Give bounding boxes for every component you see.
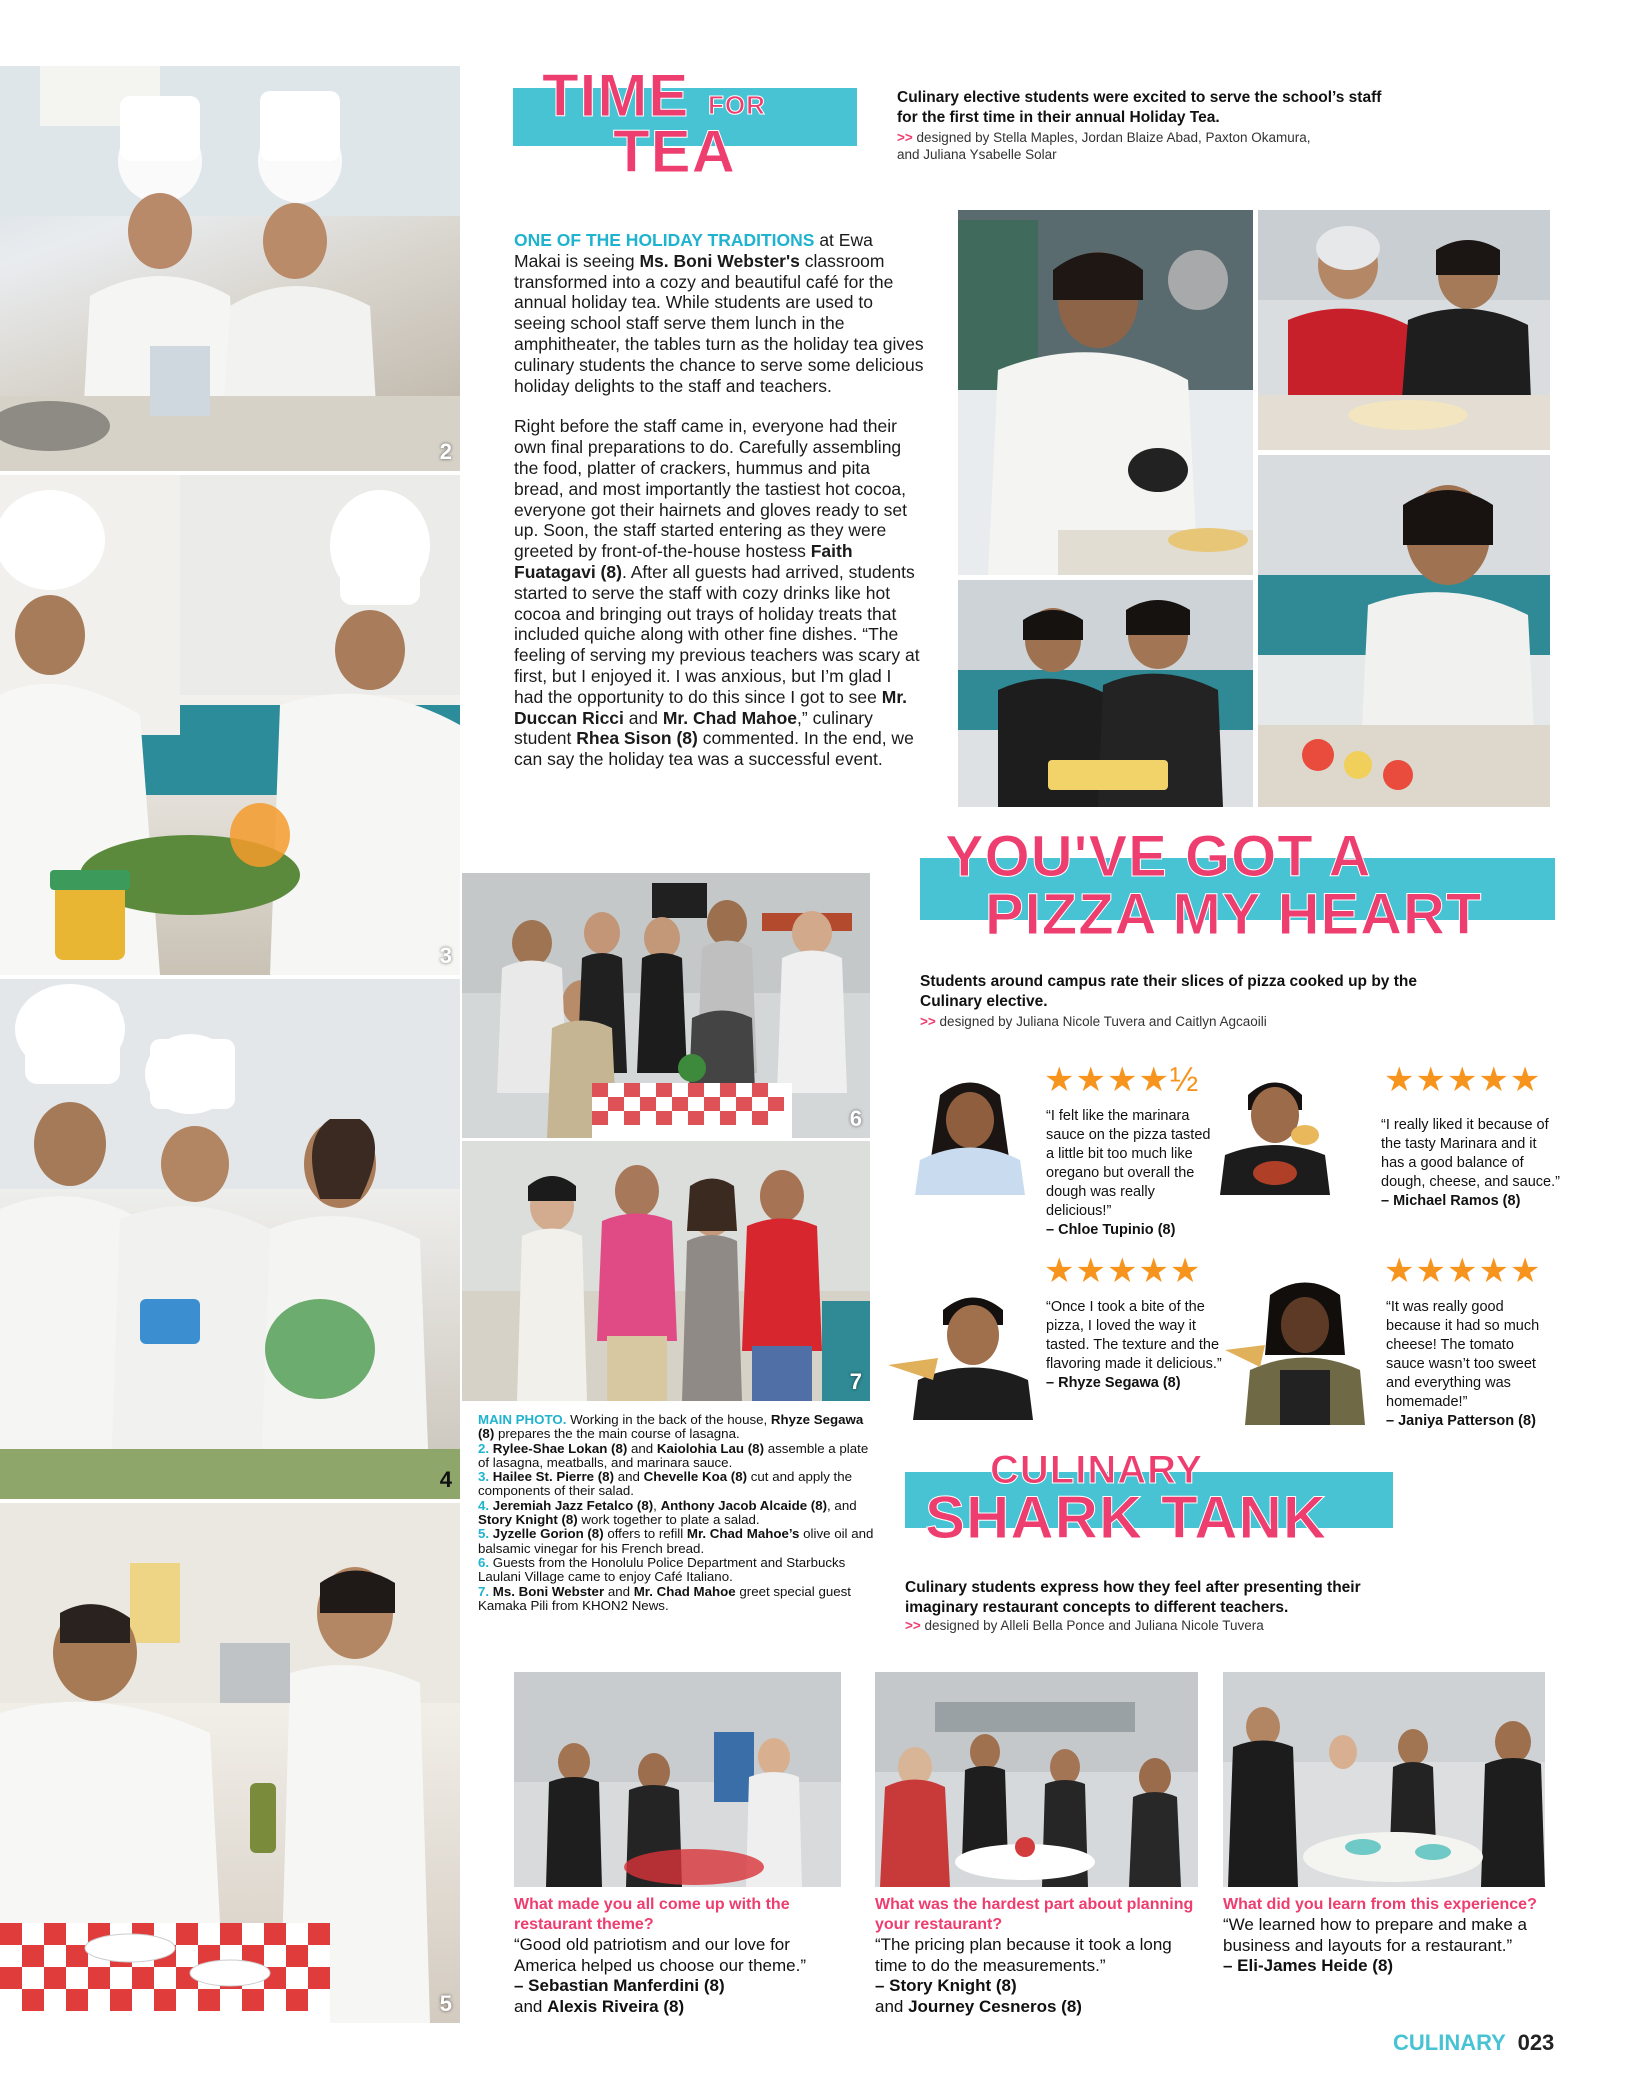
reviewer-art <box>888 1280 1038 1420</box>
qa-names <box>514 1976 844 2017</box>
text-run: and <box>623 707 663 728</box>
text-run: ,” culinary student <box>514 707 873 749</box>
photo-tea-hairnet-pair <box>1258 210 1550 450</box>
name-run: Story Knight (8) <box>478 1512 578 1528</box>
photo-art <box>958 580 1253 807</box>
photo-art <box>1258 455 1550 807</box>
shark-title-line1: CULINARY <box>990 1448 1204 1492</box>
text-run: greet special guest Kamaka Pili from KHON2 News. <box>478 1583 851 1613</box>
rating-stars: ★★★★½ <box>1044 1061 1200 1099</box>
caption-number: 3. <box>478 1469 490 1485</box>
credit-arrow: >> <box>905 1618 921 1633</box>
qa-question: What did you learn from this experience? <box>1223 1896 1537 1913</box>
page-number: 023 <box>1517 2030 1555 2055</box>
text-run: Right before the staff came in, everyone had their own final preparations to do. Carefully assembling the food, platter of crackers, hummus and pita bread, and most importantly the tastiest hot cocoa, everyone got their hairnets and gloves ready to set up. Soon, the staff started entering as they were greeted by front-of-the-house hostess <box>514 416 908 562</box>
reviewer-photo-michael <box>1210 1065 1340 1195</box>
quote-text: “I felt like the marinara sauce on the pizza tasted a little bit too much like oregano but overall the dough was really delicious!” <box>1046 1108 1211 1219</box>
name-run: Mr. Chad Mahoe’s <box>686 1526 800 1542</box>
name-run: Ms. Boni Webster <box>492 1583 605 1599</box>
text-run: olive oil and balsamic vinegar for his French bread. <box>478 1526 874 1556</box>
qa-names <box>1223 1956 1563 1977</box>
photo-art <box>1258 210 1550 450</box>
caption-number: 2. <box>478 1440 490 1456</box>
tea-title-tea: TEA <box>613 118 736 185</box>
rating-stars: ★★★★★ <box>1384 1061 1542 1099</box>
shark-qa-3 <box>1223 1895 1563 1977</box>
tea-credit-text: designed by Stella Maples, Jordan Blaize Abad, Paxton Okamura, and Juliana Ysabelle Solar <box>897 130 1311 162</box>
photo-shark-tank-2 <box>875 1672 1198 1887</box>
qa-name: – Story Knight (8) <box>875 1976 1017 1995</box>
qa-name: – Sebastian Manferdini (8) <box>514 1976 725 1995</box>
quote-text: “I really liked it because of the tasty Marinara and it has a good balance of dough, cheese, and sauce.” <box>1381 1117 1560 1190</box>
credit-arrow: >> <box>897 130 913 145</box>
text-run: Working in the back of the house, <box>566 1412 771 1427</box>
qa-question: What was the hardest part about planning your restaurant? <box>875 1896 1194 1933</box>
text-run: prepares the the main course of lasagna. <box>494 1426 740 1442</box>
text-run: and <box>627 1440 657 1456</box>
shark-lead: Culinary students express how they feel after presenting their imaginary restaurant concepts to different teachers. <box>905 1579 1361 1616</box>
pizza-title-line2: PIZZA MY HEART <box>985 882 1483 947</box>
reviewer-photo-rhyze <box>888 1280 1038 1420</box>
photo-tea-girl-gloves <box>958 210 1253 575</box>
tea-article <box>514 230 924 770</box>
caption-3 <box>478 1470 878 1499</box>
reviewer-name: – Rhyze Segawa (8) <box>1046 1375 1181 1391</box>
review-quote <box>1386 1298 1556 1431</box>
text-run: , and <box>827 1497 857 1513</box>
reviewer-photo-janiya <box>1225 1275 1375 1425</box>
reviewer-name: – Michael Ramos (8) <box>1381 1193 1521 1209</box>
name-run: Chevelle Koa (8) <box>643 1469 748 1485</box>
photo-6-art <box>462 873 870 1138</box>
photo-4-art <box>0 979 460 1499</box>
photo-captions <box>478 1413 878 1613</box>
name-run: Hailee St. Pierre (8) <box>492 1469 615 1485</box>
name-run: Mr. Chad Mahoe <box>633 1583 736 1599</box>
reviewer-art <box>1210 1065 1340 1195</box>
tea-lead-in: ONE OF THE HOLIDAY TRADITIONS <box>514 230 815 250</box>
text-run: assemble a plate of lasagna, meatballs, and marinara sauce. <box>478 1440 869 1470</box>
name-run: Rhea Sison (8) <box>576 728 698 749</box>
text-run: , <box>653 1497 661 1513</box>
shark-credit-text: designed by Alleli Bella Ponce and Juliana Nicole Tuvera <box>924 1618 1264 1633</box>
photo-tea-boys-plating <box>958 580 1253 807</box>
photo-2-students-cooking <box>0 66 460 471</box>
photo-tea-girl-plating <box>1258 455 1550 807</box>
photo-art <box>875 1672 1198 1887</box>
photo-6-guests <box>462 873 870 1138</box>
photo-5-refill-olive-oil <box>0 1503 460 2023</box>
shark-qa-1 <box>514 1895 844 2017</box>
shark-qa-2 <box>875 1895 1200 2017</box>
text-run: offers to refill <box>603 1526 687 1542</box>
photo-art <box>514 1672 841 1887</box>
text-run: work together to plate a salad. <box>577 1512 760 1528</box>
tea-title-time: TIME <box>542 62 690 129</box>
name-run: Faith Fuatagavi (8) <box>514 541 853 582</box>
photo-3-art <box>0 475 460 975</box>
caption-number: 4. <box>478 1497 490 1513</box>
pizza-title-line1: YOU'VE GOT A <box>945 824 1372 889</box>
qa-answer: “We learned how to prepare and make a business and layouts for a restaurant.” <box>1223 1915 1527 1955</box>
caption-label: MAIN PHOTO. <box>478 1412 567 1427</box>
name-run: Jyzelle Gorion (8) <box>492 1526 604 1542</box>
name-run: Rylee-Shae Lokan (8) <box>492 1440 628 1456</box>
qa-question: What made you all come up with the restaurant theme? <box>514 1896 790 1933</box>
qa-names <box>875 1976 1200 2017</box>
text-run: and <box>614 1469 644 1485</box>
text-run: . After all guests had arrived, students started to serve the staff with cozy drinks like hot cocoa and bringing out trays of holiday treats that included quiche along with other fine dishes. “The feeling of serving my previous teachers was scary at first, but I enjoyed it. I was anxious, but I’m glad I had the opportunity to do this since I got to see <box>514 561 920 707</box>
text-run: and <box>514 1996 548 2016</box>
caption-number: 5. <box>478 1526 490 1542</box>
photo-number: 7 <box>849 1369 862 1394</box>
review-quote <box>1381 1116 1561 1211</box>
text-run: classroom transformed into a cozy and beautiful café for the annual holiday tea. While students are used to seeing school staff serve them lunch in the amphitheater, the tables turn as the holiday tea gives culinary students the chance to serve some delicious holiday delights to the staff and teachers. <box>514 250 924 396</box>
tea-title-for: FOR <box>708 90 766 120</box>
photo-art <box>958 210 1253 575</box>
pizza-credit-text: designed by Juliana Nicole Tuvera and Caitlyn Agcaoili <box>939 1014 1267 1029</box>
name-run: Mr. Chad Mahoe <box>662 707 798 728</box>
qa-name: Alexis Riveira (8) <box>547 1996 685 2016</box>
name-run: Rhyze Segawa (8) <box>478 1412 864 1442</box>
photo-number: 4 <box>439 1467 452 1492</box>
reviewer-art <box>1225 1275 1375 1425</box>
photo-7-art <box>462 1141 870 1401</box>
photo-4-plating <box>0 979 460 1499</box>
qa-name: – Eli-James Heide (8) <box>1223 1956 1394 1975</box>
photo-number: 6 <box>849 1106 862 1131</box>
quote-text: “Once I took a bite of the pizza, I loved the way it tasted. The texture and the flavoring made it delicious.” <box>1046 1299 1222 1372</box>
pizza-credit <box>920 1013 1420 1030</box>
qa-answer: “Good old patriotism and our love for America helped us choose our theme.” <box>514 1935 806 1975</box>
photo-7-special-guest <box>462 1141 870 1401</box>
caption-5 <box>478 1527 878 1556</box>
text-run: and <box>604 1583 634 1599</box>
review-quote <box>1046 1298 1224 1393</box>
name-run: Anthony Jacob Alcaide (8) <box>660 1497 828 1513</box>
name-run: Mr. Duccan Ricci <box>514 686 908 728</box>
footer-section: CULINARY <box>1393 2030 1506 2055</box>
rating-stars: ★★★★★ <box>1384 1252 1542 1290</box>
page-footer <box>1393 2030 1554 2056</box>
reviewer-name: – Janiya Patterson (8) <box>1386 1413 1536 1429</box>
photo-5-art <box>0 1503 460 2023</box>
tea-lead: Culinary elective students were excited to serve the school’s staff for the first time in their annual Holiday Tea. <box>897 89 1382 126</box>
photo-shark-tank-3 <box>1223 1672 1545 1887</box>
qa-answer: “The pricing plan because it took a long time to do the measurements.” <box>875 1935 1172 1975</box>
review-quote <box>1046 1107 1216 1240</box>
text-run: commented. In the end, we can say the holiday tea was a successful event. <box>514 728 914 770</box>
reviewer-photo-chloe <box>905 1075 1030 1195</box>
name-run: Ms. Boni Webster's <box>639 250 800 271</box>
photo-3-salad-prep <box>0 475 460 975</box>
text-run: and <box>875 1996 909 2016</box>
caption-4 <box>478 1499 878 1528</box>
photo-number: 2 <box>439 439 452 464</box>
text-run: cut and apply the components of their salad. <box>478 1469 853 1499</box>
caption-7 <box>478 1585 878 1614</box>
photo-shark-tank-1 <box>514 1672 841 1887</box>
quote-text: “It was really good because it had so much cheese! The tomato sauce wasn’t too sweet and everything was homemade!” <box>1386 1299 1540 1410</box>
photo-art <box>1223 1672 1545 1887</box>
reviewer-name: – Chloe Tupinio (8) <box>1046 1222 1176 1238</box>
photo-2-art <box>0 66 460 471</box>
photo-number: 5 <box>439 1991 452 2016</box>
caption-number: 6. <box>478 1554 490 1570</box>
shark-credit <box>905 1617 1405 1634</box>
caption-main <box>478 1413 878 1442</box>
reviewer-art <box>905 1075 1030 1195</box>
caption-2 <box>478 1442 878 1471</box>
credit-arrow: >> <box>920 1014 936 1029</box>
tea-paragraph-2 <box>514 416 924 770</box>
qa-name: Journey Cesneros (8) <box>908 1996 1082 2016</box>
text-run: at Ewa Makai is seeing <box>514 230 873 271</box>
name-run: Kaiolohia Lau (8) <box>656 1440 764 1456</box>
photo-number: 3 <box>439 943 452 968</box>
shark-title-line2: SHARK TANK <box>925 1484 1328 1551</box>
tea-credit <box>897 129 1317 163</box>
caption-6 <box>478 1556 878 1585</box>
text-run: Guests from the Honolulu Police Department and Starbucks Laulani Village came to enjoy Café Italiano. <box>478 1554 846 1585</box>
rating-stars: ★★★★★ <box>1044 1252 1202 1290</box>
pizza-lead: Students around campus rate their slices of pizza cooked up by the Culinary elective. <box>920 973 1417 1010</box>
caption-number: 7. <box>478 1583 490 1599</box>
name-run: Jeremiah Jazz Fetalco (8) <box>492 1497 654 1513</box>
tea-paragraph-1 <box>514 230 924 396</box>
